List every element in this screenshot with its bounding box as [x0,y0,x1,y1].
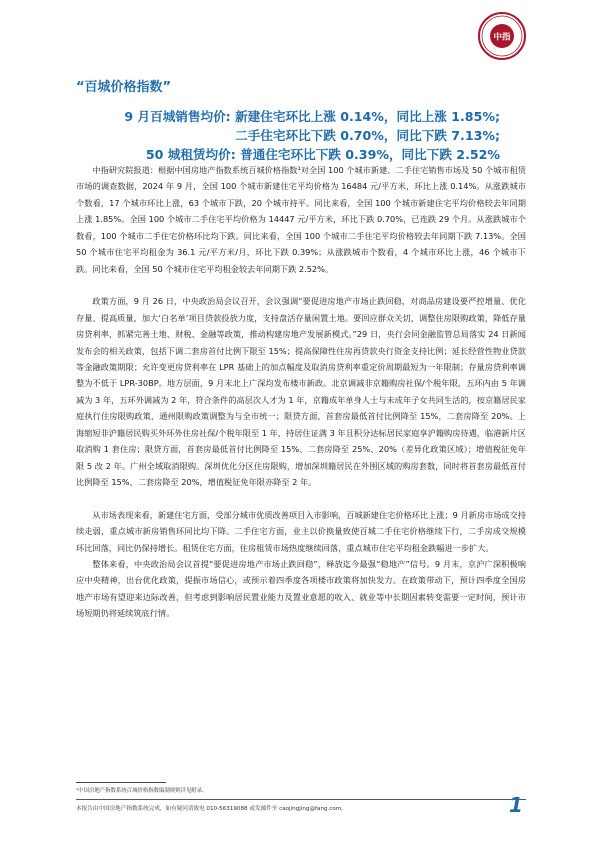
footer-divider [76,799,526,800]
headline-rental: 50 城租赁均价: 普通住宅环比下跌 0.39%，同比下跌 2.52% [145,147,500,162]
paragraph-summary: 中指研究院报道：根据中国房地产指数系统百城价格指数¹对全国 100 个城市新建、二手住宅销售市场及 50 个城市租赁市场的调查数据，2024 年 9 月，全国 100 个城市新建住宅平均价格为 16484 元/平方米，环比上涨 0.14%。从涨跌城市个数看，17 个城市环比上涨，63 个城市下跌，20 个城市持平。同比来看，全国 100 个城市新建住宅平均价格较去年同期上涨 1.85%。全国 100 个城市二手住宅平均价格为 14447 元/平方米，环比下跌 0.70%，已连跌 29 个月。从涨跌城市个数看，100 个城市二手住宅价格环比均下跌。同比来看，全国 100 个城市二手住宅平均价格较去年同期下跌 7.13%。全国 50 个城市住宅平均租金为 36.1 元/平方米/月，环比下跌 0.39%；从涨跌城市个数看，4 个城市环比上涨，46 个城市下跌。同比来看，全国 50 个城市住宅平均租金较去年同期下跌 2.52%。 [76,165,526,274]
page-number: 1 [509,793,523,817]
footnote: ¹中国房地产指数系统百城价格指数编制规则详见附录。 [76,788,208,794]
paragraph-policy: 政策方面，9 月 26 日，中央政治局会议召开，会议强调“要促进房地产市场止跌回稳，对商品房建设要严控增量、优化存量、提高质量，加大‘白名单’项目贷款投放力度，支持盘活存量闲置土地。要回应群众关切，调整住房限购政策，降低存量房贷利率，抓紧完善土地、财税、金融等政策，推动构建房地产发展新模式。”29 日，央行会同金融监管总局落实 24 日新闻发布会的相关政策，包括下调二套房首付比例下限至 15%；提高保障性住房再贷款央行资金支持比例；延长经营性物业贷款等金融政策期限；允许变更房贷利率在 LPR 基础上的加点幅度及取消房贷利率重定价周期最短为一年限制；存量房贷利率调整为不低于 LPR-30BP。地方层面，9 月末北上广深均发布楼市新政。北京调减非京籍购房社保/个税年限，五环内由 5 年调减为 3 年，五环外调减为 2 年，符合条件的高层次人才为 1 年，京籍成年单身人士与未成年子女共同生活的，按京籍居民家庭执行住房限购政策，通州限购政策调整为与全市统一；限贷方面，首套房最低首付比例降至 15%，二套房降至 20%。上海缩短非沪籍居民购买外环外住房社保/个税年限至 1 年，持居住证满 3 年且积分达标居民家庭享沪籍购房待遇，临港新片区取消购 1 套住房；限贷方面，首套房最低首付比例降至 15%、二套房降至 25%、20%（差异化政策区域）；增值税征免年限 5 改 2 年。广州全域取消限购。深圳优化分区住房限购，增加深圳籍居民在外围区域的购房套数，同时将首套房最低首付比例降至 15%、二套房降至 20%，增值税征免年限亦降至 2 年。 [76,296,526,488]
footnote-divider [76,782,166,783]
report-body [76,162,526,622]
svg-text:中指: 中指 [493,32,511,43]
headline-new-homes: 9 月百城销售均价: 新建住宅环比上涨 0.14%，同比上涨 1.85%; [124,109,500,124]
paragraph-market: 从市场表现来看，新建住宅方面，受部分城市优质改善项目入市影响，百城新建住宅价格环比上涨；9 月新房市场成交持续走弱，重点城市新房销售环同比均下降。二手住宅方面，业主以价换量致使百城二手住宅价格继续下行，二手房成交规模环比回落，同比仍保持增长。租赁住宅方面，住房租赁市场热度继续回落，重点城市住宅平均租金跌幅进一步扩大。 [76,509,526,553]
logo-emblem-icon [480,14,524,58]
china-index-academy-logo [478,12,526,60]
headline-second-hand: 二手住宅环比下跌 0.70%，同比下跌 7.13%; [235,128,500,143]
footer-contact: 本报告由中国房地产指数系统完成，如有疑问请致电 010-56319088 或发邮件至 caojingjing@fang.com。 [76,806,347,812]
paragraph-outlook: 整体来看，中央政治局会议首提“要促进房地产市场止跌回稳”，释放迄今最强“稳地产”信号。9 月末，京沪广深积极响应中央精神，出台优化政策，提振市场信心，或预示着四季度各项楼市政策将加快发力。在政策带动下，预计四季度全国房地产市场有望迎来边际改善，但考虑到影响居民置业能力及置业意愿的收入、就业等中长期因素转变需要一定时间，预计市场短期仍将延续筑底行情。 [76,558,526,619]
section-title: “百城价格指数” [76,80,172,95]
